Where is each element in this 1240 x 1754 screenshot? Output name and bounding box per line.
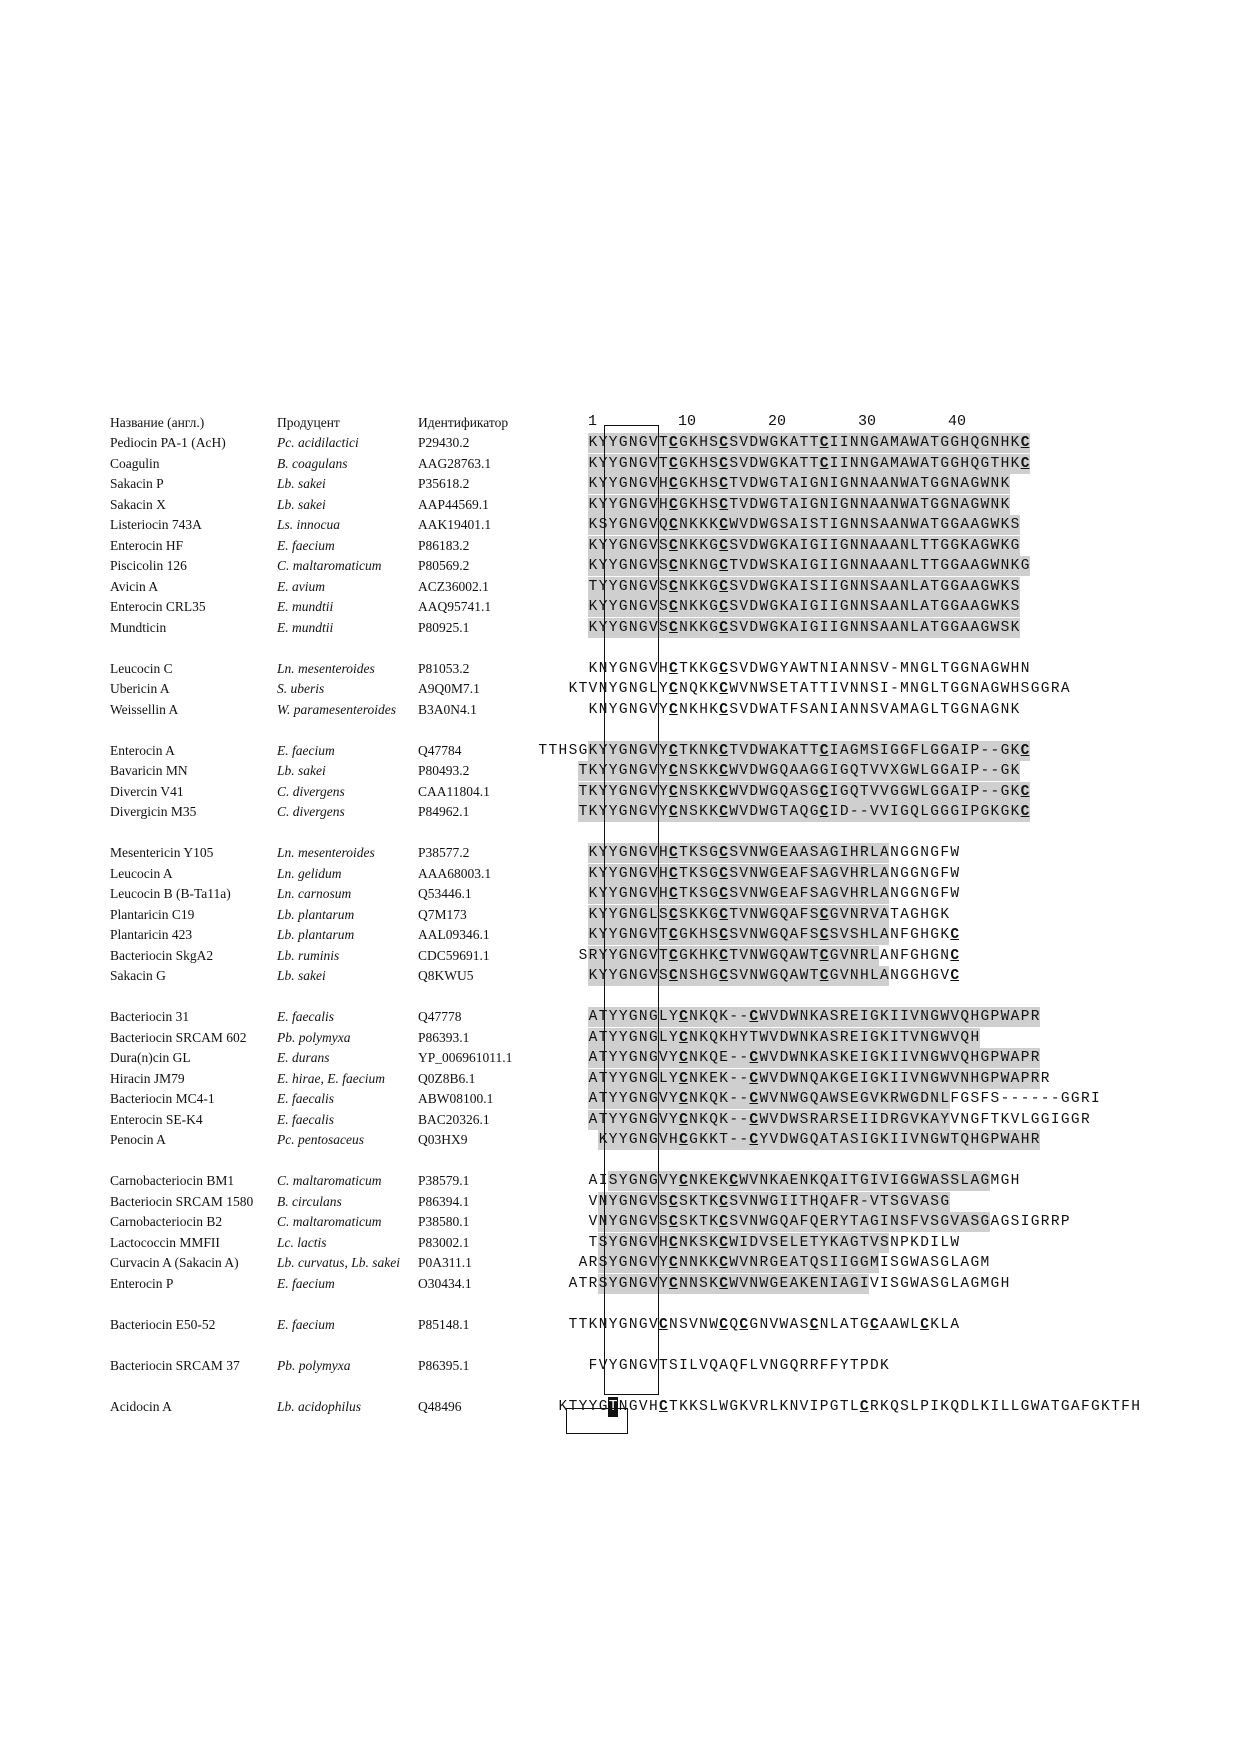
producer-organism: Ln. gelidum bbox=[277, 865, 342, 881]
accession-id: P38580.1 bbox=[418, 1214, 470, 1229]
sequence: TSYGNGVHCNKSKCWIDVSELETYKAGTVSNPKDILW bbox=[588, 1234, 960, 1251]
accession-id: AAL09346.1 bbox=[418, 927, 490, 942]
sequence: KTVNYGNGLYCNQKKCWVNWSETATTIVNNSI-MNGLTGGNAGWHSGGRA bbox=[568, 681, 1070, 697]
sequence: ATYYGNGVYCNKQK--CWVDWSRARSEIIDRGVKAYVNGFTKVLGGIGGR bbox=[588, 1111, 1090, 1128]
producer-organism: E. durans bbox=[277, 1050, 330, 1065]
producer-organism: W. paramesenteroides bbox=[277, 701, 396, 717]
accession-id: P38577.2 bbox=[418, 845, 470, 860]
sequence: KYYGNGVHCGKHSCTVDWGTAIGNIGNNAANWATGGNAGWNK bbox=[588, 496, 1010, 513]
producer-organism: Lb. acidophilus bbox=[277, 1398, 362, 1414]
producer-organism: Lb. sakei bbox=[277, 496, 326, 512]
accession-id: AAP44569.1 bbox=[418, 496, 489, 512]
peptide-name: Coagulin bbox=[110, 455, 160, 471]
sequence: TYYGNGVSCNKKGCSVDWGKAISIIGNNSAANLATGGAAGWKS bbox=[588, 578, 1020, 595]
producer-organism: Lb. ruminis bbox=[277, 947, 340, 963]
producer-organism: B. circulans bbox=[277, 1193, 342, 1209]
producer-organism: Pb. polymyxa bbox=[277, 1029, 351, 1045]
producer-organism: Ln. mesenteroides bbox=[277, 845, 375, 860]
peptide-name: Leucocin C bbox=[110, 660, 173, 676]
accession-id: P86394.1 bbox=[418, 1193, 470, 1209]
peptide-name: Enterocin HF bbox=[110, 537, 184, 553]
sequence: KSYGNGVQCNKKKCWVDWGSAISTIGNNSAANWATGGAAGWKS bbox=[588, 517, 1020, 533]
producer-organism: E. mundtii bbox=[277, 619, 334, 635]
peptide-name: Enterocin A bbox=[110, 742, 175, 758]
accession-id: P86393.1 bbox=[418, 1029, 470, 1045]
peptide-name: Ubericin A bbox=[110, 681, 170, 696]
header-producer: Продуцент bbox=[277, 415, 340, 430]
sequence: KYYGNGVTCGKHSCSVNWGQAFSCSVSHLANFGHGKC bbox=[588, 927, 960, 943]
sequence: KNYGNGVYCNKHKCSVDWATFSANIANNSVAMAGLTGGNAGNK bbox=[588, 701, 1020, 718]
sequence: ATYYGNGVYCNKQK--CWVNWGQAWSEGVKRWGDNLFGSFS------GGRI bbox=[588, 1091, 1100, 1107]
peptide-name: Enterocin P bbox=[110, 1275, 174, 1291]
header-name: Название (англ.) bbox=[110, 415, 205, 430]
sequence: KYYGNGVTCGKHSCSVDWGKATTCIINNGAMAWATGGHQGNHKC bbox=[588, 435, 1030, 451]
accession-id: Q0Z8B6.1 bbox=[418, 1070, 476, 1086]
sequence: VNYGNGVSCSKTKCSVNWGIITHQAFR-VTSGVASG bbox=[588, 1193, 950, 1210]
accession-id: ABW08100.1 bbox=[418, 1091, 494, 1106]
accession-id: O30434.1 bbox=[418, 1275, 472, 1291]
peptide-name: Bacteriocin SRCAM 1580 bbox=[110, 1193, 254, 1209]
accession-id: Q47778 bbox=[418, 1009, 462, 1024]
producer-organism: Ls. innocua bbox=[277, 517, 341, 532]
producer-organism: C. maltaromaticum bbox=[277, 1173, 382, 1188]
accession-id: P80493.2 bbox=[418, 763, 470, 778]
sequence: FVYGNGVTSILVQAQFLVNGQRRFFYTPDK bbox=[588, 1357, 889, 1374]
producer-organism: Pc. acidilactici bbox=[277, 435, 359, 450]
peptide-name: Dura(n)cin GL bbox=[110, 1050, 191, 1065]
sequence: KYYGNGLSCSKKGCTVNWGQAFSCGVNRVATAGHGK bbox=[588, 906, 950, 923]
accession-id: P80925.1 bbox=[418, 619, 470, 635]
peptide-name: Bavaricin MN bbox=[110, 763, 188, 778]
peptide-name: Leucocin A bbox=[110, 865, 173, 881]
accession-id: A9Q0M7.1 bbox=[418, 681, 480, 696]
producer-organism: E. faecium bbox=[277, 537, 335, 553]
sequence: KYYGNGVSCNSHGCSVNWGQAWTCGVNHLANGGHGVC bbox=[588, 968, 960, 984]
accession-id: P85148.1 bbox=[418, 1316, 470, 1332]
accession-id: Q48496 bbox=[418, 1398, 462, 1414]
sequence: TKYYGNGVYCNSKKCWVDWGTAQGCID--VVIGQLGGGIPGKGKC bbox=[578, 804, 1030, 820]
producer-organism: C. maltaromaticum bbox=[277, 558, 382, 573]
accession-id: P80569.2 bbox=[418, 558, 470, 573]
sequence: ATYYGNGLYCNKQKHYTWVDWNKASREIGKITVNGWVQH bbox=[588, 1029, 980, 1046]
sequence: KTYYGTNGVHCTKKSLWGKVRLKNVIPGTLCRKQSLPIKQDLKILLGWATGAFGKTFH bbox=[558, 1398, 1140, 1415]
sequence: ARSYGNGVYCNNKKCWVNRGEATQSIIGGMISGWASGLAGM bbox=[578, 1255, 990, 1271]
accession-id: P84962.1 bbox=[418, 804, 470, 819]
accession-id: AAA68003.1 bbox=[418, 865, 492, 881]
producer-organism: E. hirae, E. faecium bbox=[277, 1070, 385, 1086]
producer-organism: Lb. plantarum bbox=[277, 906, 355, 922]
peptide-name: Divercin V41 bbox=[110, 783, 184, 799]
peptide-name: Listeriocin 743A bbox=[110, 517, 202, 532]
peptide-name: Pediocin PA-1 (AcH) bbox=[110, 435, 226, 450]
sequence: KYYGNGVTCGKHSCSVDWGKATTCIINNGAMAWATGGHQGTHKC bbox=[588, 455, 1030, 472]
accession-id: AAQ95741.1 bbox=[418, 599, 492, 614]
producer-organism: E. avium bbox=[277, 578, 325, 594]
peptide-name: Sakacin X bbox=[110, 496, 166, 512]
producer-organism: Ln. carnosum bbox=[277, 886, 352, 901]
sequence: TKYYGNGVYCNSKKCWVDWGQAAGGIGQTVVXGWLGGAIP--GK bbox=[578, 763, 1020, 779]
accession-id: P0A311.1 bbox=[418, 1255, 472, 1270]
producer-organism: Lb. curvatus, Lb. sakei bbox=[277, 1255, 400, 1270]
accession-id: P81053.2 bbox=[418, 660, 470, 676]
peptide-name: Carnobacteriocin BM1 bbox=[110, 1173, 235, 1188]
peptide-name: Divergicin M35 bbox=[110, 804, 197, 819]
sequence: SRYYGNGVTCGKHKCTVNWGQAWTCGVNRLANFGHGNC bbox=[578, 947, 960, 964]
peptide-name: Bacteriocin SRCAM 602 bbox=[110, 1029, 247, 1045]
sequence: KYYGNGVSCNKKGCSVDWGKAIGIIGNNSAANLATGGAAGWSK bbox=[588, 619, 1020, 636]
accession-id: P29430.2 bbox=[418, 435, 470, 450]
peptide-name: Carnobacteriocin B2 bbox=[110, 1214, 223, 1229]
peptide-name: Acidocin A bbox=[110, 1398, 172, 1414]
producer-organism: Lb. sakei bbox=[277, 968, 326, 983]
accession-id: ACZ36002.1 bbox=[418, 578, 489, 594]
peptide-name: Hiracin JM79 bbox=[110, 1070, 185, 1086]
sequence: KYYGNGVHCTKSGCSVNWGEAFSAGVHRLANGGNGFW bbox=[588, 886, 960, 902]
producer-organism: C. maltaromaticum bbox=[277, 1214, 382, 1229]
peptide-name: Mesentericin Y105 bbox=[110, 845, 214, 860]
accession-id: B3A0N4.1 bbox=[418, 701, 477, 717]
sequence: ATRSYGNGVYCNNSKCWVNWGEAKENIAGIVISGWASGLAGMGH bbox=[568, 1275, 1010, 1292]
accession-id: Q8KWU5 bbox=[418, 968, 474, 983]
producer-organism: E. faecalis bbox=[277, 1091, 334, 1106]
producer-organism: E. faecalis bbox=[277, 1009, 334, 1024]
peptide-name: Bacteriocin 31 bbox=[110, 1009, 190, 1024]
position-ruler: 1 10 20 30 40 bbox=[588, 413, 967, 430]
accession-id: Q53446.1 bbox=[418, 886, 472, 901]
accession-id: YP_006961011.1 bbox=[418, 1050, 513, 1065]
sequence: ATYYGNGLYCNKQK--CWVDWNKASREIGKIIVNGWVQHGPWAPR bbox=[588, 1009, 1040, 1025]
header-id: Идентификатор bbox=[418, 415, 509, 430]
producer-organism: Lb. sakei bbox=[277, 763, 326, 778]
peptide-name: Leucocin B (B-Ta11a) bbox=[110, 886, 231, 901]
producer-organism: E. faecium bbox=[277, 1275, 335, 1291]
peptide-name: Avicin A bbox=[110, 578, 159, 594]
accession-id: Q03HX9 bbox=[418, 1132, 468, 1147]
peptide-name: Lactococcin MMFII bbox=[110, 1234, 220, 1250]
peptide-name: Curvacin A (Sakacin A) bbox=[110, 1255, 239, 1270]
producer-organism: Pb. polymyxa bbox=[277, 1357, 351, 1373]
peptide-name: Bacteriocin SkgA2 bbox=[110, 947, 214, 963]
peptide-name: Sakacin G bbox=[110, 968, 166, 983]
producer-organism: C. divergens bbox=[277, 804, 345, 819]
sequence: AISYGNGVYCNKEKCWVNKAENKQAITGIVIGGWASSLAGMGH bbox=[588, 1173, 1020, 1189]
peptide-name: Sakacin P bbox=[110, 476, 164, 491]
peptide-name: Enterocin SE-K4 bbox=[110, 1111, 203, 1127]
accession-id: P86183.2 bbox=[418, 537, 470, 553]
peptide-name: Mundticin bbox=[110, 619, 167, 635]
accession-id: P35618.2 bbox=[418, 476, 470, 491]
peptide-name: Piscicolin 126 bbox=[110, 558, 187, 573]
accession-id: AAK19401.1 bbox=[418, 517, 492, 532]
producer-organism: C. divergens bbox=[277, 783, 345, 799]
producer-organism: Pc. pentosaceus bbox=[277, 1132, 364, 1147]
sequence: TTHSGKYYGNGVYCTKNKCTVDWAKATTCIAGMSIGGFLGGAIP--GKC bbox=[538, 742, 1030, 759]
sequence: TKYYGNGVYCNSKKCWVDWGQASGCIGQTVVGGWLGGAIP--GKC bbox=[578, 783, 1030, 800]
producer-organism: E. faecium bbox=[277, 742, 335, 758]
sequence: ATYYGNGVYCNKQE--CWVDWNKASKEIGKIIVNGWVQHGPWAPR bbox=[588, 1050, 1040, 1066]
producer-organism: Ln. mesenteroides bbox=[277, 660, 375, 676]
accession-id: P38579.1 bbox=[418, 1173, 470, 1188]
accession-id: CAA11804.1 bbox=[418, 783, 490, 799]
sequence: VNYGNGVSCSKTKCSVNWGQAFQERYTAGINSFVSGVASGAGSIGRRP bbox=[588, 1214, 1070, 1230]
accession-id: CDC59691.1 bbox=[418, 947, 490, 963]
peptide-name: Plantaricin C19 bbox=[110, 906, 195, 922]
accession-id: BAC20326.1 bbox=[418, 1111, 490, 1127]
sequence: TTKNYGNGVCNSVNWCQCGNVWASCNLATGCAAWLCKLA bbox=[568, 1316, 960, 1333]
accession-id: Q47784 bbox=[418, 742, 462, 758]
sequence: ATYYGNGLYCNKEK--CWVDWNQAKGEIGKIIVNGWVNHGPWAPRR bbox=[588, 1070, 1050, 1087]
peptide-name: Plantaricin 423 bbox=[110, 927, 193, 942]
producer-organism: S. uberis bbox=[277, 681, 325, 696]
producer-organism: Lb. sakei bbox=[277, 476, 326, 491]
accession-id: P83002.1 bbox=[418, 1234, 470, 1250]
peptide-name: Bacteriocin E50-52 bbox=[110, 1316, 216, 1332]
sequence: KYYGNGVSCNKNGCTVDWSKAIGIIGNNAAANLTTGGAAGWNKG bbox=[588, 558, 1030, 574]
sequence: KYYGNGVHCTKSGCSVNWGEAFSAGVHRLANGGNGFW bbox=[588, 865, 960, 882]
accession-id: Q7M173 bbox=[418, 906, 467, 922]
peptide-name: Penocin A bbox=[110, 1132, 166, 1147]
producer-organism: Lb. plantarum bbox=[277, 927, 355, 942]
peptide-name: Weissellin A bbox=[110, 701, 179, 717]
producer-organism: Lc. lactis bbox=[277, 1234, 327, 1250]
peptide-name: Bacteriocin MC4-1 bbox=[110, 1091, 215, 1106]
sequence: KYYGNGVHCTKSGCSVNWGEAASAGIHRLANGGNGFW bbox=[588, 845, 960, 861]
sequence: KYYGNGVHCGKKT--CYVDWGQATASIGKIIVNGWTQHGPWAHR bbox=[598, 1132, 1040, 1148]
sequence: KNYGNGVHCTKKGCSVDWGYAWTNIANNSV-MNGLTGGNAGWHN bbox=[588, 660, 1030, 677]
producer-organism: E. mundtii bbox=[277, 599, 334, 614]
producer-organism: E. faecium bbox=[277, 1316, 335, 1332]
sequence: KYYGNGVSCNKKGCSVDWGKAIGIIGNNAAANLTTGGKAGWKG bbox=[588, 537, 1020, 554]
producer-organism: E. faecalis bbox=[277, 1111, 334, 1127]
producer-organism: B. coagulans bbox=[277, 455, 348, 471]
accession-id: P86395.1 bbox=[418, 1357, 470, 1373]
peptide-name: Bacteriocin SRCAM 37 bbox=[110, 1357, 240, 1373]
peptide-name: Enterocin CRL35 bbox=[110, 599, 206, 614]
sequence: KYYGNGVHCGKHSCTVDWGTAIGNIGNNAANWATGGNAGWNK bbox=[588, 476, 1010, 492]
accession-id: AAG28763.1 bbox=[418, 455, 492, 471]
sequence: KYYGNGVSCNKKGCSVDWGKAIGIIGNNSAANLATGGAAGWKS bbox=[588, 599, 1020, 615]
